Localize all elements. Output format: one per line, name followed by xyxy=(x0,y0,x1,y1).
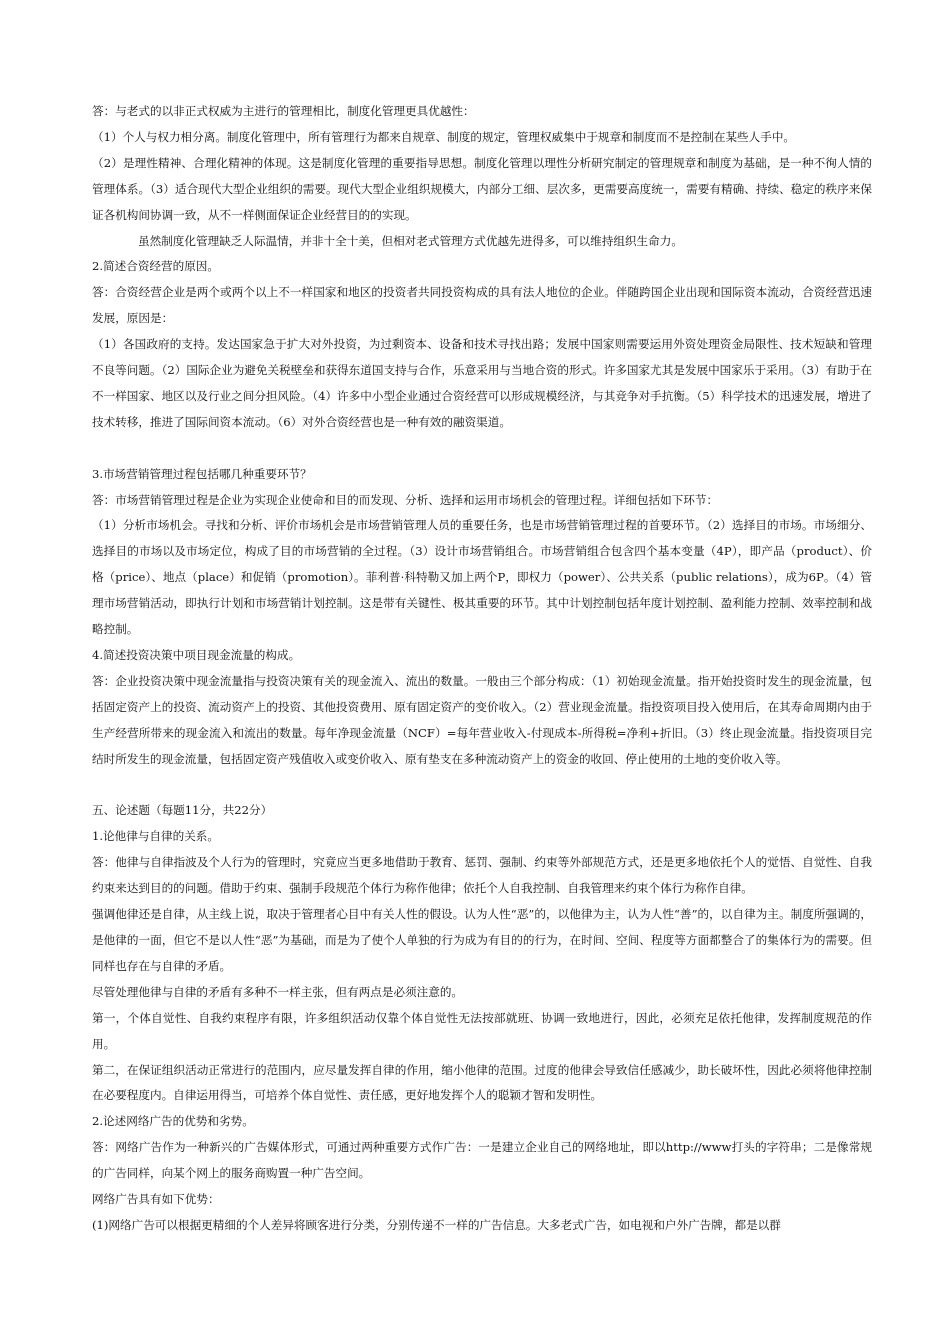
paragraph: 第一，个体自觉性、自我约束程序有限，许多组织活动仅靠个体自觉性无法按部就班、协调一致地进行，因此，必须充足依托他律，发挥制度规范的作用。 xyxy=(92,1010,872,1051)
paragraph: （2）是理性精神、合理化精神的体现。这是制度化管理的重要指导思想。制度化管理以理性分析研究制定的管理规章和制度为基础，是一种不徇人情的管理体系。（3）适合现代大型企业组织的需要。现代大型企业组织规模大，内部分工细、层次多，更需要高度统一，需要有精确、持续、稳定的秩序来保证各机构间协调一致，从不一样侧面保证企业经营目的的实现。 xyxy=(92,155,872,222)
paragraph: 4.简述投资决策中项目现金流量的构成。 xyxy=(92,648,301,663)
paragraph: 答：网络广告作为一种新兴的广告媒体形式，可通过两种重要方式作广告：一是建立企业自己的网络地址，即以http://www打头的字符串；二是像常规的广告同样，向某个网上的服务商购置一种广告空间。 xyxy=(92,1140,872,1181)
paragraph: 2.论述网络广告的优势和劣势。 xyxy=(92,1114,254,1129)
paragraph: （1）分析市场机会。寻找和分析、评价市场机会是市场营销管理人员的重要任务，也是市场营销管理过程的首要环节。（2）选择目的市场。市场细分、选择目的市场以及市场定位，构成了目的市场营销的全过程。（3）设计市场营销组合。市场营销组合包含四个基本变量（4P），即产品（product）、价格（price）、地点（place）和促销（promotion）。菲利普·科特勒又加上两个P，即权力（power）、公共关系（public relations），成为6P。（4）管理市场营销活动，即执行计划和市场营销计划控制。这是带有关键性、极其重要的环节。其中计划控制包括年度计划控制、盈利能力控制、效率控制和战略控制。 xyxy=(92,518,872,637)
paragraph: 3.市场营销管理过程包括哪几种重要环节？ xyxy=(92,466,312,481)
paragraph: 答：合资经营企业是两个或两个以上不一样国家和地区的投资者共同投资构成的具有法人地位的企业。伴随跨国企业出现和国际资本流动，合资经营迅速发展，原因是： xyxy=(92,285,872,326)
paragraph: （1）各国政府的支持。发达国家急于扩大对外投资，为过剩资本、设备和技术寻找出路；发展中国家则需要运用外资处理资金局限性、技术短缺和管理不良等问题。（2）国际企业为避免关税壁垒和获得东道国支持与合作，乐意采用与当地合资的形式。许多国家尤其是发展中国家乐于采用。（3）有助于在不一样国家、地区以及行业之间分担风险。（4）许多中小型企业通过合资经营可以形成规模经济，与其竞争对手抗衡。（5）科学技术的迅速发展，增进了技术转移，推进了国际间资本流动。（6）对外合资经营也是一种有效的融资渠道。 xyxy=(92,337,872,429)
paragraph: 第二，在保证组织活动正常进行的范围内，应尽量发挥自律的作用，缩小他律的范围。过度的他律会导致信任感减少，助长破坏性，因此必须将他律控制在必要程度内。自律运用得当，可培养个体自觉性、责任感，更好地发挥个人的聪颖才智和发明性。 xyxy=(92,1062,872,1103)
blank-line xyxy=(92,773,872,799)
paragraph: 答：与老式的以非正式权威为主进行的管理相比，制度化管理更具优越性： xyxy=(92,104,475,118)
paragraph: 强调他律还是自律，从主线上说，取决于管理者心目中有关人性的假设。认为人性“恶”的，以他律为主，认为人性“善”的，以自律为主。制度所强调的，是他律的一面，但它不是以人性“恶”为基础，而是为了使个人单独的行为成为有目的的行为，在时间、空间、程度等方面都整合了的集体行为的需要。但同样也存在与自律的矛盾。 xyxy=(92,907,872,973)
paragraph: (1)网络广告可以根据更精细的个人差异将顾客进行分类，分别传递不一样的广告信息。大多老式广告，如电视和户外广告牌，都是以群 xyxy=(92,1217,781,1232)
paragraph: 虽然制度化管理缺乏人际温情，并非十全十美，但相对老式管理方式优越先进得多，可以维持组织生命力。 xyxy=(138,233,683,248)
paragraph: （1）个人与权力相分离。制度化管理中，所有管理行为都来自规章、制度的规定，管理权威集中于规章和制度而不是控制在某些人手中。 xyxy=(92,129,796,144)
paragraph: 尽管处理他律与自律的矛盾有多种不一样主张，但有两点是必须注意的。 xyxy=(92,984,464,999)
paragraph: 答：他律与自律指波及个人行为的管理时，究竟应当更多地借助于教育、惩罚、强制、约束等外部规范方式，还是更多地依托个人的觉悟、自觉性、自我约束来达到目的的问题。借助于约束、强制手段规范个体行为称作他律；依托个人自我控制、自我管理来约束个体行为称作自律。 xyxy=(92,855,872,896)
paragraph: 答：企业投资决策中现金流量指与投资决策有关的现金流入、流出的数量。一般由三个部分构成：（1）初始现金流量。指开始投资时发生的现金流量，包括固定资产上的投资、流动资产上的投资、其他投资费用、原有固定资产的变价收入。（2）营业现金流量。指投资项目投入使用后，在其寿命周期内由于生产经营所带来的现金流入和流出的数量。每年净现金流量（NCF）=每年营业收入-付现成本-所得税=净利+折旧。（3）终止现金流量。指投资项目完结时所发生的现金流量，包括固定资产残值收入或变价收入、原有垫支在多种流动资产上的资金的收回、停止使用的土地的变价收入等。 xyxy=(92,673,872,766)
paragraph: 答：市场营销管理过程是企业为实现企业使命和目的而发现、分析、选择和运用市场机会的管理过程。详细包括如下环节： xyxy=(92,492,719,507)
document-body xyxy=(92,99,872,1239)
blank-line xyxy=(92,436,872,462)
paragraph: 2.简述合资经营的原因。 xyxy=(92,259,219,274)
paragraph: 1.论他律与自律的关系。 xyxy=(92,829,219,844)
paragraph: 五、论述题（每题11分，共22分） xyxy=(92,803,273,818)
paragraph: 网络广告具有如下优势： xyxy=(92,1192,220,1207)
